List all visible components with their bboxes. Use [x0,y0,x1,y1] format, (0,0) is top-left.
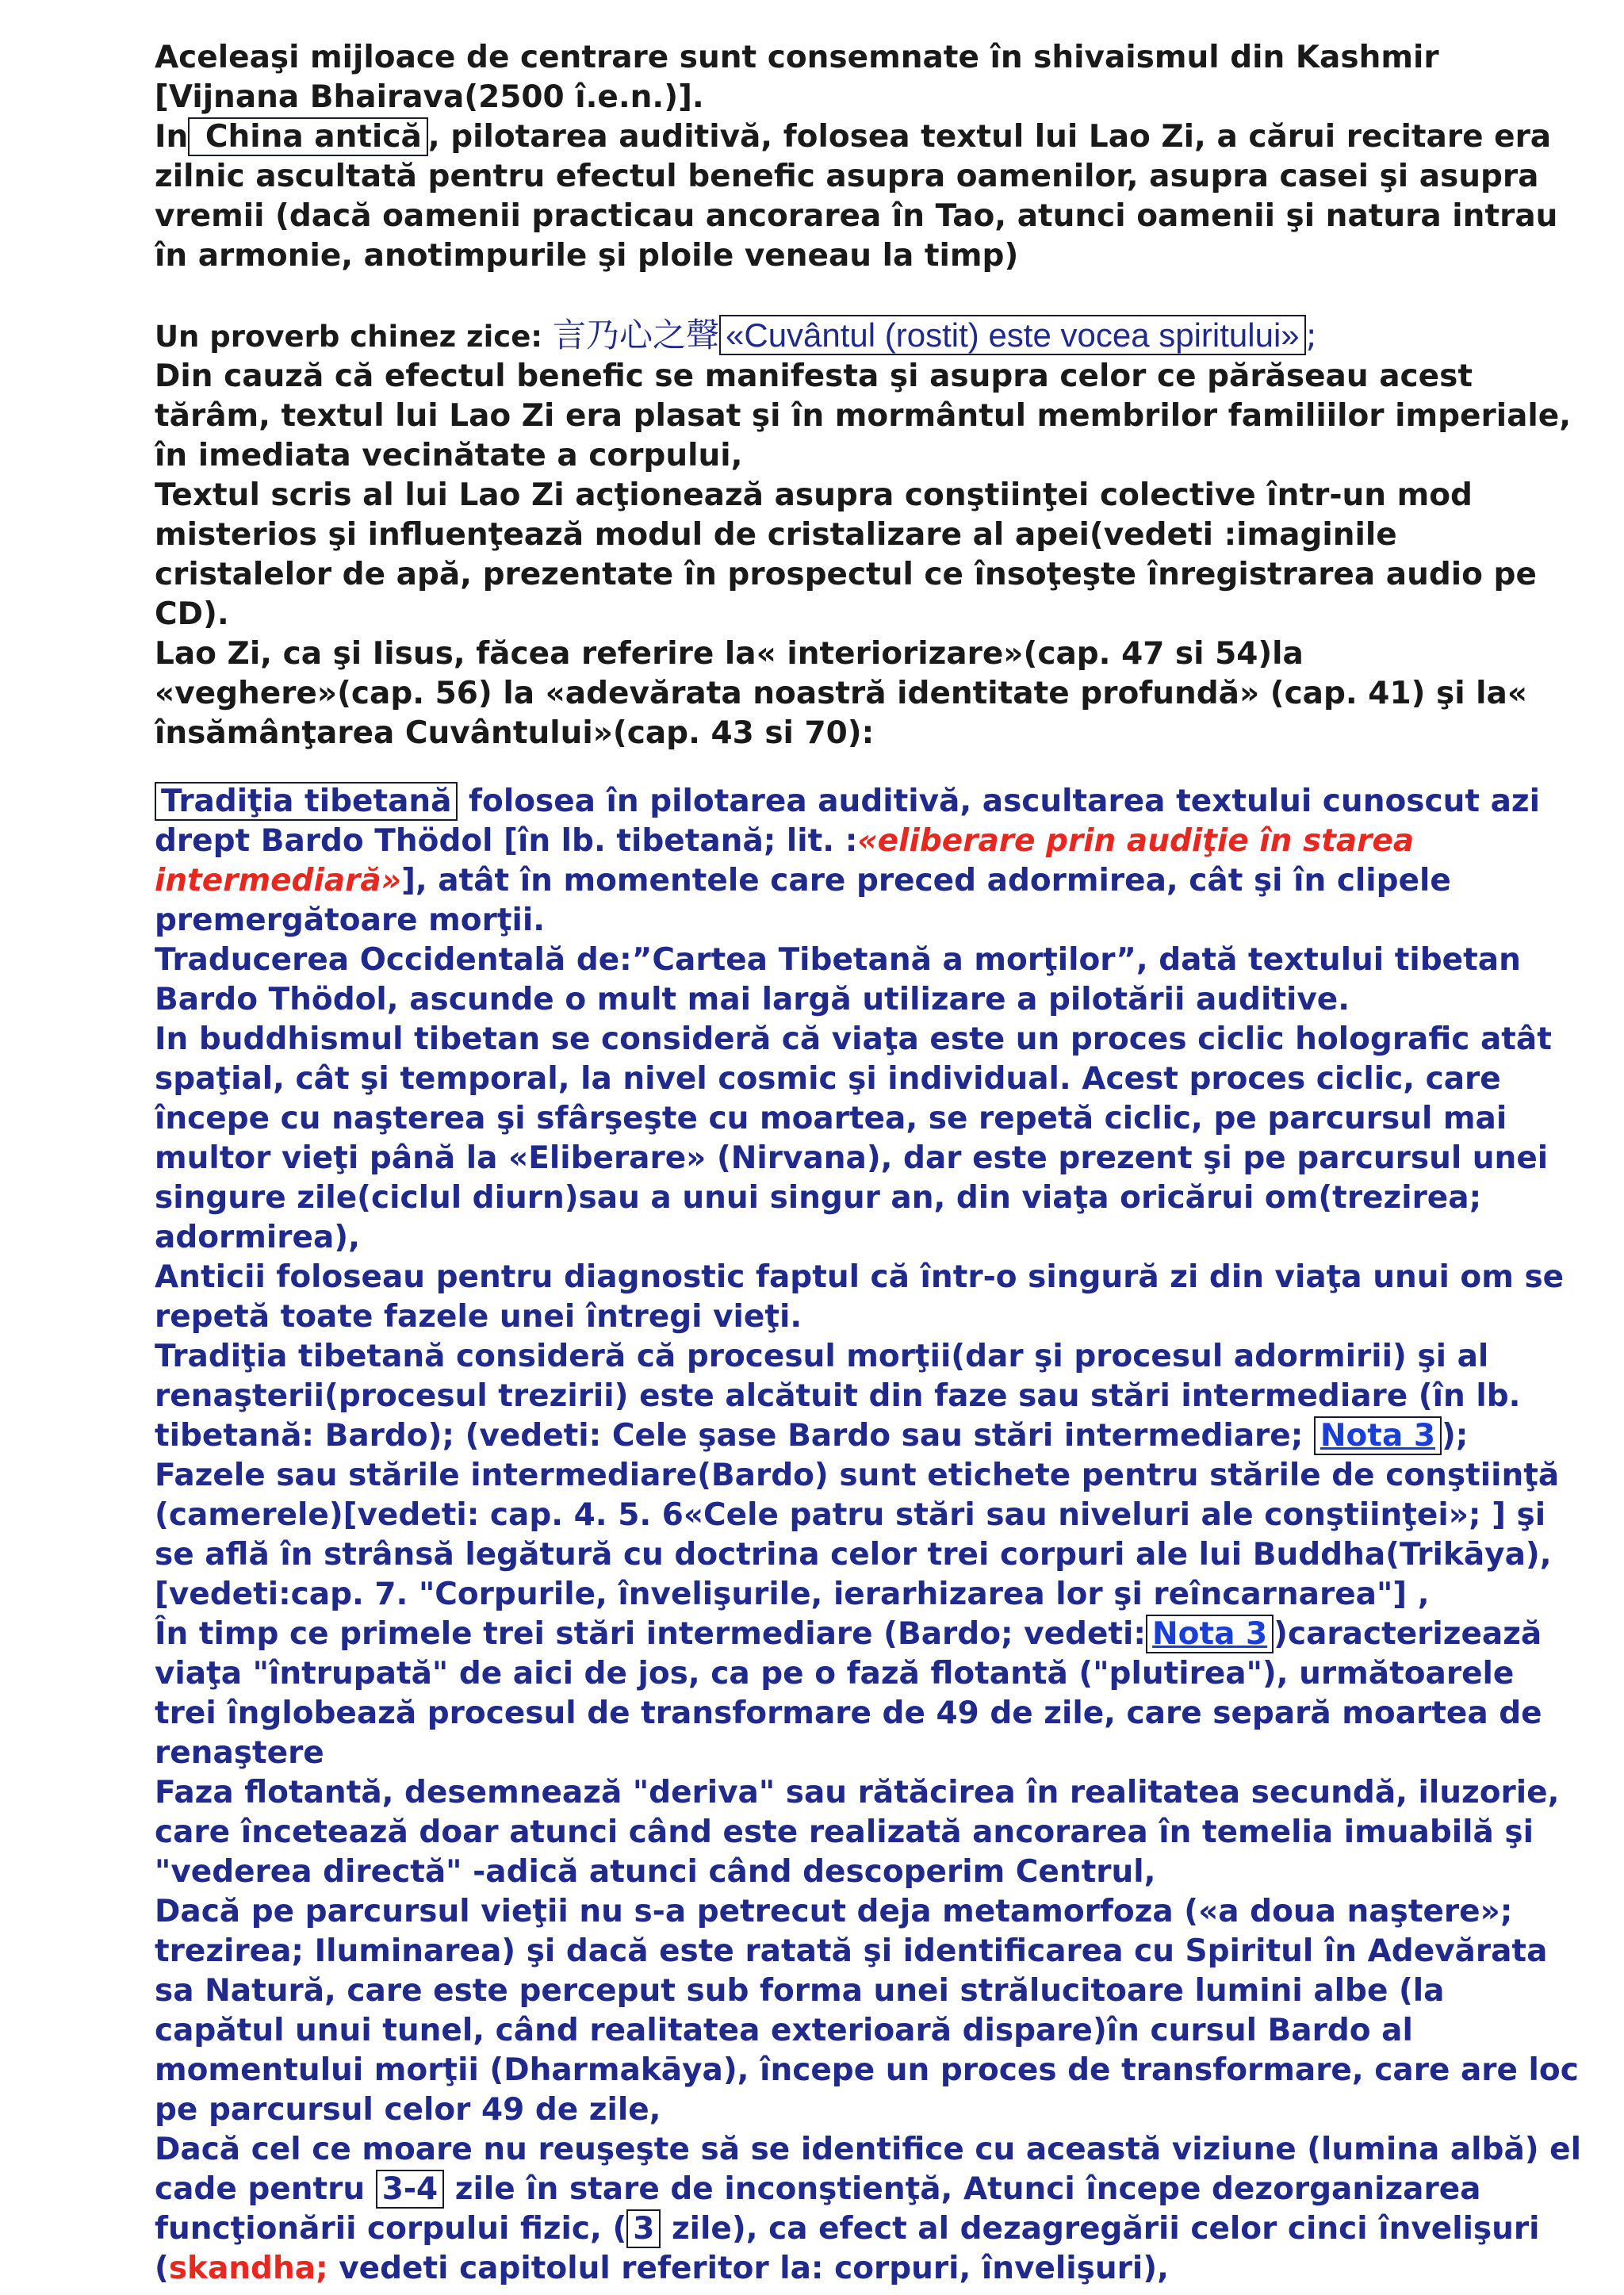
text-t5-a: Tradiţia tibetană consideră că procesul morţii(dar şi procesul adormirii) şi al renaşterii(procesul trezirii) este alcătuit din faze sau stări intermediare (în lb. tibetană: Bardo); (vedeti: Cele şase Bardo sau stări intermediare; [155,1339,1521,1454]
paragraph-cristalizare: Textul scris al lui Lao Zi acţionează asupra conştiinţei colective într-un mod misterios şi influenţează modul de cristalizare al apei(vedeti :imaginile cristalelor de apă, prezentate în prospectul ce însoţeşte înregistrarea audio pe CD). [155,477,1537,632]
nota-3-link[interactable]: Nota 3 [1314,1416,1442,1455]
boxed-china-antica: China antică [188,117,428,156]
paragraph-china [155,117,1582,276]
text-t10-b: zile în stare de inconştienţă, Atunci începe dezorganizarea funcţionării corpului fizic, ( [155,2171,1481,2247]
nota-3-link-2[interactable]: Nota 3 [1146,1615,1274,1653]
boxed-3: 3 [626,2209,661,2248]
spacer [155,753,1582,782]
proverb-end: ; [1305,316,1317,354]
paragraph-mormant: Din cauză că efectul benefic se manifesta şi asupra celor ce părăseau acest tărâm, textul lui Lao Zi era plasat şi în mormântul membrilor familiilor imperiale, în imediata vecinătate a corpului, [155,358,1572,473]
paragraph-kashmir: Aceleaşi mijloace de centrare sunt consemnate în shivaismul din Kashmir [Vijnana Bhairava(2500 î.e.n.)]. [155,40,1439,115]
text-china-rest: , pilotarea auditivă, folosea textul lui Lao Zi, a cărui recitare era zilnic ascultată pentru efectul benefic asupra oamenilor, asupra casei şi asupra vremii (dacă oamenii practicau ancorarea în Tao, atunci oamenii şi natura intrau în armonie, anotimpurile şi ploile veneau la timp) [155,119,1558,274]
text-t7-a: În timp ce primele trei stări intermediare (Bardo; vedeti: [155,1616,1147,1652]
paragraph-fazele-bardo: Fazele sau stările intermediare(Bardo) sunt etichete pentru stările de conştiinţă (camerele)[vedeti: cap. 4. 5. 6«Cele patru stări sau niveluri ale conştiinţei»; ] şi se află în strânsă legătură cu doctrina celor trei corpuri ale lui Buddha(Trikāya), [vedeti:cap. 7. "Corpurile, învelişurile, ierarhizarea lor şi reîncarnarea"] , [155,1458,1560,1612]
paragraph-primele-trei [155,1615,1582,1773]
paragraph-buddhism: In buddhismul tibetan se consideră că viaţa este un proces ciclic holografic atât spaţial, cât şi temporal, la nivel cosmic şi individual. Acest proces ciclic, care începe cu naşterea şi sfârşeşte cu moartea, se repetă ciclic, pe parcursul mai multor vieţi până la «Eliberare» (Nirvana), dar este prezent şi pe parcursul unei singure zile(ciclul diurn)sau a unui singur an, din viaţa oricărui om(trezirea; adormirea), [155,1021,1552,1255]
spacer [155,276,1582,316]
text-t7-b: )caracterizează viaţa "întrupată" de aici de jos, ca pe o fază flotantă ("plutirea"), următoarele trei înglobează procesul de transformare de 49 de zile, care separă moartea de renaştere [155,1616,1542,1771]
paragraph-metamorfoza: Dacă pe parcursul vieţii nu s-a petrecut deja metamorfoza («a doua naştere»; trezirea; Iluminarea) şi dacă este ratată şi identificarea cu Spiritul în Adevărata sa Natură, care este perceput sub forma unei strălucitoare lumini albe (la capătul unui tunel, când realitatea exterioară dispare)în cursul Bardo al momentului morţii (Dharmakāya), începe un proces de transformare, care are loc pe parcursul celor 49 de zile, [155,1894,1579,2128]
paragraph-traditia-tibetana [155,782,1582,941]
boxed-traditia-tibetana: Tradiţia tibetană [155,782,458,821]
boxed-3-4: 3-4 [376,2170,444,2209]
text-eliberare-prin-auditie: «eliberare prin audiţie în starea intermediară» [155,823,1415,898]
boxed-proverb-translation: «Cuvântul (rostit) este vocea spiritului» [719,315,1306,355]
text-skandha: skandha; [168,2251,328,2286]
proverb-chinese: 言乃心之聲 [552,316,719,354]
paragraph-traducerea: Traducerea Occidentală de:”Cartea Tibetană a morţilor”, dată textului tibetan Bardo Thödol, ascunde o mult mai largă utilizare a pilotării auditive. [155,942,1521,1017]
text-t5-b: ); [1441,1418,1469,1454]
paragraph-inconstienta [155,2130,1582,2289]
proverb-lead: Un proverb chinez zice: [155,320,553,354]
paragraph-procesul-mortii [155,1337,1582,1456]
text-in: In [155,119,189,155]
paragraph-faza-flotanta: Faza flotantă, desemnează "deriva" sau rătăcirea în realitatea secundă, iluzorie, care încetează doar atunci când este realizată ancorarea în temelia imuabilă şi "vederea directă" -adică atunci când descoperim Centrul, [155,1775,1560,1890]
text-t10-a: Dacă cel ce moare nu reuşeşte să se identifice cu această viziune (lumina albă) el cade pentru [155,2132,1581,2207]
paragraph-anticii: Anticii foloseau pentru diagnostic faptul că într-o singură zi din viaţa unui om se repetă toate fazele unei întregi vieţi. [155,1259,1565,1335]
text-t1-b: ], atât în momentele care preced adormirea, cât şi în clipele premergătoare morţii. [155,863,1451,938]
text-t1-a: folosea în pilotarea auditivă, ascultarea textului cunoscut azi drept Bardo Thödol [în lb. tibetană; lit. : [155,784,1540,859]
paragraph-proverb [155,316,1582,357]
text-t10-d: vedeti capitolul referitor la: corpuri, învelişuri), [327,2251,1169,2286]
paragraph-lao-zi-iisus: Lao Zi, ca şi Iisus, făcea referire la« interiorizare»(cap. 47 si 54)la «veghere»(cap. 56) la «adevărata noastră identitate profundă» (cap. 41) şi la« însămânţarea Cuvântului»(cap. 43 si 70): [155,636,1528,751]
text-t10-c: zile), ca efect al dezagregării celor cinci învelişuri ( [155,2211,1540,2286]
document-page [155,38,1582,2289]
